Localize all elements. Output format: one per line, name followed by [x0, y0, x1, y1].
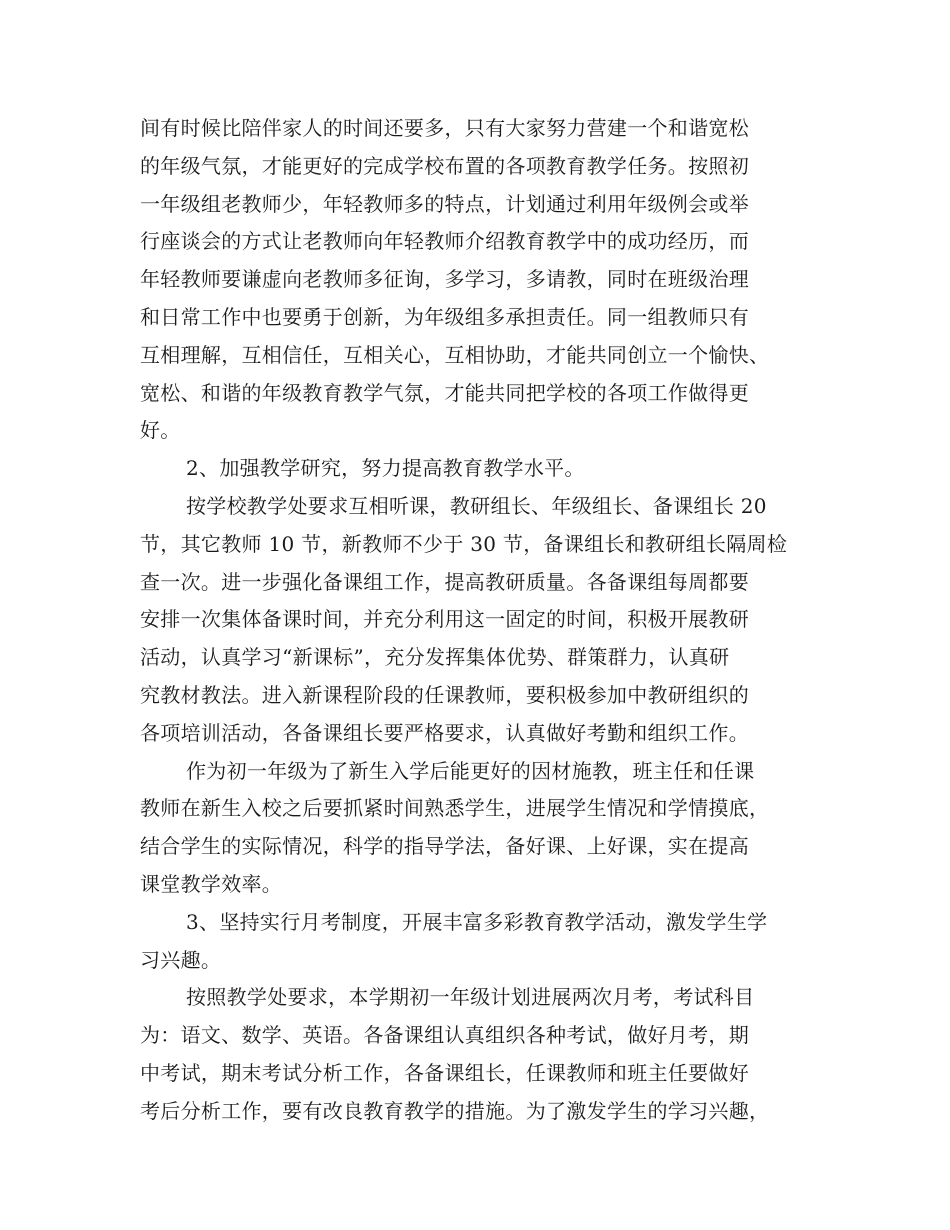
section-heading: 3、坚持实行月考制度，开展丰富多彩教育教学活动，激发学生学 [186, 909, 768, 934]
text-line: 查一次。进一步强化备课组工作，提高教研质量。各备课组每周都要 [140, 569, 749, 594]
text-line: 安排一次集体备课时间，并充分利用这一固定的时间，积极开展教研 [140, 607, 749, 632]
text-line: 课堂教学效率。 [140, 871, 283, 896]
text-line: 互相理解，互相信任，互相关心，互相协助，才能共同创立一个愉快、 [140, 342, 770, 367]
text-line: 结合学生的实际情况，科学的指导学法，备好课、上好课，实在提高 [140, 834, 749, 859]
text-line: 宽松、和谐的年级教育教学气氛，才能共同把学校的各项工作做得更 [140, 380, 749, 405]
text-line: 为：语文、数学、英语。各备课组认真组织各种考试，做好月考，期 [140, 1023, 749, 1048]
text-line: 年轻教师要谦虚向老教师多征询，多学习，多请教，同时在班级治理 [140, 267, 749, 292]
paragraph-start: 按学校教学处要求互相听课，教研组长、年级组长、备课组长 20 [186, 493, 767, 518]
text-line: 和日常工作中也要勇于创新，为年级组多承担责任。同一组教师只有 [140, 304, 749, 329]
text-line: 活动，认真学习“新课标”，充分发挥集体优势、群策群力，认真研 [140, 645, 730, 670]
text-line: 各项培训活动，各备课组长要严格要求，认真做好考勤和组织工作。 [140, 720, 749, 745]
text-line: 一年级组老教师少，年轻教师多的特点，计划通过利用年级例会或举 [140, 191, 749, 216]
text-line: 节，其它教师 10 节，新教师不少于 30 节，备课组长和教研组长隔周检 [140, 531, 788, 556]
paragraph-start: 按照教学处要求，本学期初一年级计划进展两次月考，考试科目 [186, 985, 755, 1010]
text-line: 习兴趣。 [140, 947, 222, 972]
text-line: 考后分析工作，要有改良教育教学的措施。为了激发学生的学习兴趣， [140, 1098, 770, 1123]
paragraph-start: 作为初一年级为了新生入学后能更好的因材施教，班主任和任课 [186, 758, 755, 783]
text-line: 教师在新生入校之后要抓紧时间熟悉学生，进展学生情况和学情摸底， [140, 796, 770, 821]
document-body [140, 110, 820, 1131]
text-line: 究教材教法。进入新课程阶段的任课教师，要积极参加中教研组织的 [140, 682, 749, 707]
text-line: 好。 [140, 418, 181, 443]
section-heading: 2、加强教学研究，努力提高教育教学水平。 [186, 456, 585, 481]
text-line: 行座谈会的方式让老教师向年轻教师介绍教育教学中的成功经历，而 [140, 229, 749, 254]
text-line: 中考试，期末考试分析工作，各备课组长，任课教师和班主任要做好 [140, 1060, 749, 1085]
text-line: 间有时候比陪伴家人的时间还要多，只有大家努力营建一个和谐宽松 [140, 116, 749, 140]
text-line: 的年级气氛，才能更好的完成学校布置的各项教育教学任务。按照初 [140, 153, 749, 178]
